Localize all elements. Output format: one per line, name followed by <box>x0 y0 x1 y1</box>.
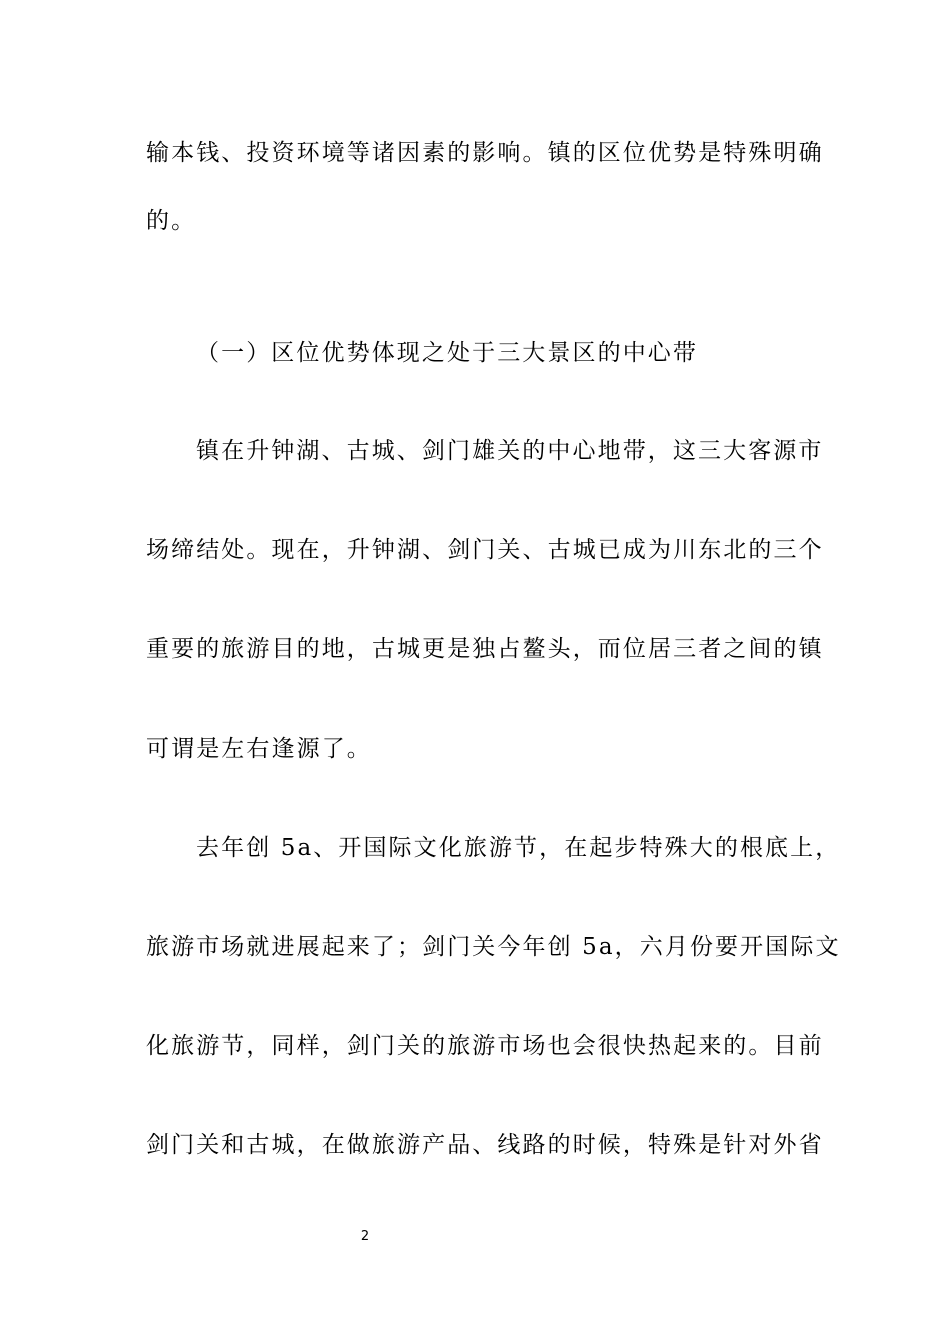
text-line-8: 去年创 5a、开国际文化旅游节，在起步特殊大的根底上， <box>196 835 841 861</box>
text-line-1: 输本钱、投资环境等诸因素的影响。镇的区位优势是特殊明确 <box>146 140 824 166</box>
text-line-7: 可谓是左右逢源了。 <box>146 736 372 762</box>
text-line-10: 化旅游节，同样，剑门关的旅游市场也会很快热起来的。目前 <box>146 1033 824 1059</box>
text-line-6: 重要的旅游目的地，古城更是独占鳌头，而位居三者之间的镇 <box>146 636 824 662</box>
text-line-2: 的。 <box>146 208 197 234</box>
section-heading: （一）区位优势体现之处于三大景区的中心带 <box>196 340 698 366</box>
text-line-11: 剑门关和古城，在做旅游产品、线路的时候，特殊是针对外省 <box>146 1132 824 1158</box>
page-number: 2 <box>360 1229 370 1244</box>
text-line-4: 镇在升钟湖、古城、剑门雄关的中心地带，这三大客源市 <box>196 438 824 464</box>
text-line-5: 场缔结处。现在，升钟湖、剑门关、古城已成为川东北的三个 <box>146 537 824 563</box>
text-line-9: 旅游市场就进展起来了；剑门关今年创 5a，六月份要开国际文 <box>146 934 841 960</box>
